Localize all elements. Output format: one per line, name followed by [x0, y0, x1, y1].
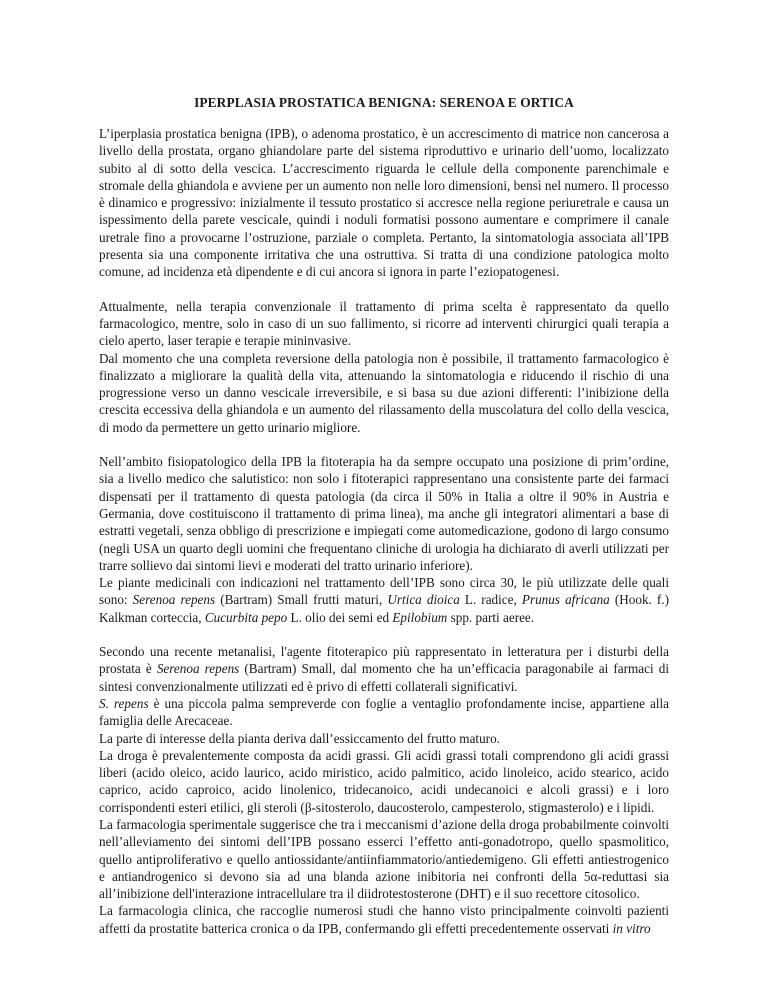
text-run: L. olio dei semi ed [287, 609, 393, 625]
paragraph-experimental-pharmacology: La farmacologia sperimentale suggerisce che tra i meccanismi d’azione della droga probabilmente coinvolti nell’alleviamento dei sintomi dell’IPB possano esserci l’effetto anti-gonadotropo, quello spasmolitico, quello antiproliferativo e quello antiossidante/antiinfiammatorio/antiedemigeno. Gli effetti antiestrogenico e antiandrogenico si devono sia ad una blanda azione inibitoria nei confronti della 5α-reduttasi sia all’inibizione dell'interazione intracellulare tra il diidrotestosterone (DHT) e il suo recettore citosolico. [99, 816, 669, 902]
paragraph-clinical-pharmacology [99, 902, 669, 937]
paragraph-metanalysis [99, 643, 669, 695]
species-name: Epilobium [392, 609, 448, 625]
species-name: Cucurbita pepo [204, 609, 288, 625]
paragraph-phytotherapy: Nell’ambito fisiopatologico della IPB la fitoterapia ha da sempre occupato una posizione di prim’ordine, sia a livello medico che salutistico: non solo i fitoterapici rappresentano una consistente parte dei farmaci dispensati per il trattamento di questa patologia (da circa il 50% in Italia a oltre il 90% in Austria e Germania, dove costituiscono il trattamento di prima linea), ma anche gli integratori alimentari a base di estratti vegetali, senza obbligo di prescrizione e impiegati come automedicazione, godono di largo consumo (negli USA un quarto degli uomini che frequentano cliniche di urologia ha dichiarato di averli utilizzati per trarre sollievo dai sintomi lievi e moderati del tratto urinario inferiore). [99, 454, 669, 573]
paragraph-therapy: Attualmente, nella terapia convenzionale il trattamento di prima scelta è rappresentato da quello farmacologico, mentre, solo in caso di un suo fallimento, si ricorre ad interventi chirurgici quali terapia a cielo aperto, laser terapie e terapie mininvasive. [99, 298, 669, 349]
species-name: Serenoa repens [132, 592, 216, 608]
paragraph-gap [99, 436, 669, 453]
paragraph-medicinal-plants [99, 574, 669, 626]
species-name: Prunus africana [521, 592, 610, 608]
text-run: La farmacologia clinica, che raccoglie numerosi studi che hanno visto principalmente coinvolti pazienti affetti da prostatite batterica cronica o da IPB, confermando gli effetti precedentemente osservati [99, 903, 669, 936]
text-run: L. radice, [459, 592, 522, 608]
paragraph-plant-description [99, 695, 669, 730]
text-run: Le piante medicinali con indicazioni nel trattamento dell’IPB sono circa 30, le più utilizzate delle quali sono: [99, 575, 669, 608]
paragraph-gap [99, 626, 669, 643]
text-run: (Hook. f.) Kalkman corteccia, [99, 592, 669, 625]
text-run: (Bartram) Small, dal momento che ha un’efficacia paragonabile ai farmaci di sintesi convenzionalmente utilizzati ed è privo di effetti collaterali significativi. [99, 661, 669, 694]
text-run: Secondo una recente metanalisi, l'agente fitoterapico più rappresentato in letteratura per i disturbi della prostata è [99, 644, 669, 677]
text-run: è una piccola palma sempreverde con foglie a ventaglio profondamente incise, appartiene alla famiglia delle Arecaceae. [99, 695, 670, 729]
text-run: (Bartram) Small frutti maturi, [215, 592, 388, 608]
species-name: Serenoa repens [156, 661, 240, 677]
paragraph-composition: La droga è prevalentemente composta da acidi grassi. Gli acidi grassi totali comprendono gli acidi grassi liberi (acido oleico, acido laurico, acido miristico, acido palmitico, acido linoleico, acido stearico, acido caprico, acido caproico, acido linolenico, tridecanoico, acidi undecanoici e alcoli grassi) e i loro corrispondenti esteri etilici, gli steroli (β-sitosterolo, daucosterolo, campesterolo, stigmasterolo) e i lipidi. [99, 747, 669, 815]
latin-term: in vitro [612, 920, 651, 936]
species-name: S. repens [99, 695, 149, 711]
paragraph-plant-part: La parte di interesse della pianta deriva dall’essiccamento del frutto maturo. [99, 730, 500, 746]
paragraph-gap [99, 281, 669, 298]
text-run: spp. parti aeree. [447, 609, 535, 625]
species-name: Urtica dioica [387, 592, 460, 608]
paragraph-pharmacological-treatment: Dal momento che una completa reversione della patologia non è possibile, il trattamento farmacologico è finalizzato a migliorare la qualità della vita, attenuando la sintomatologia e riducendo il rischio di una progressione verso un danno vescicale irreversibile, e si basa su due azioni differenti: l’inibizione della crescita eccessiva della ghiandola e un aumento del rilassamento della muscolatura del collo della vescica, di modo da permettere un getto urinario migliore. [99, 350, 669, 435]
document-page [99, 94, 669, 937]
document-title: IPERPLASIA PROSTATICA BENIGNA: SERENOA E ORTICA [194, 95, 574, 110]
paragraph-intro: L’iperplasia prostatica benigna (IPB), o adenoma prostatico, è un accrescimento di matrice non cancerosa a livello della prostata, organo ghiandolare parte del sistema riproduttivo e urinario dell’uomo, localizzato subito al di sotto della vescica. L’accrescimento riguarda le cellule della componente parenchimale e stromale della ghiandola e avviene per un aumento non nelle loro dimensioni, bensì nel numero. Il processo è dinamico e progressivo: inizialmente il tessuto prostatico si accresce nella regione periuretrale e causa un ispessimento della parete vescicale, quindi i noduli formatisi possono aumentare e comprimere il canale uretrale fino a provocarne l’ostruzione, parziale o completa. Pertanto, la sintomatologia associata all’IPB presenta sia una componente irritativa che una ostruttiva. Si tratta di una condizione patologica molto comune, ad incidenza età dipendente e di cui ancora si ignora in parte l’eziopatogenesi. [99, 126, 669, 280]
